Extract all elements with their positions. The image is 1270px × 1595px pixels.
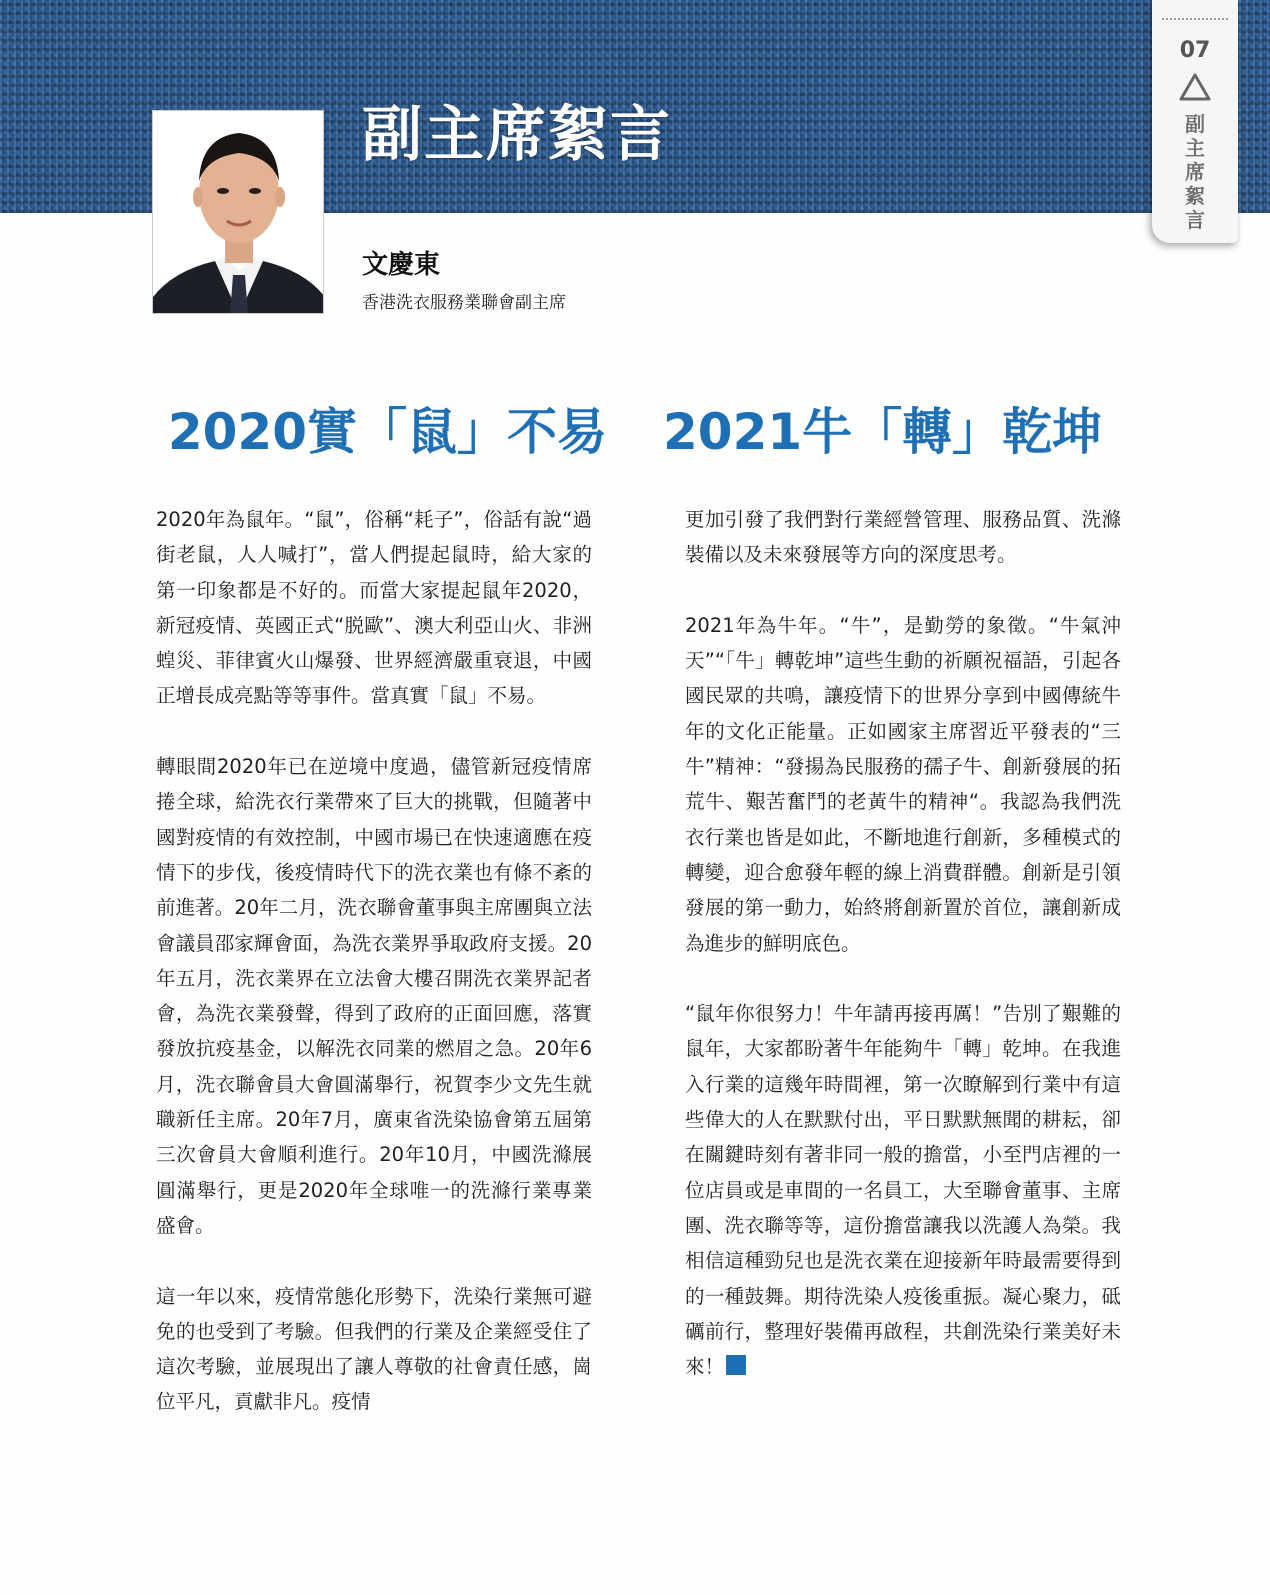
final-paragraph-text: “鼠年你很努力！牛年請再接再厲！”告別了艱難的鼠年，大家都盼著牛年能夠牛「轉」乾坤。在我進入行業的這幾年時間裡，第一次瞭解到行業中有這些偉大的人在默默付出，平日默默無聞的耕耘，卻在關鍵時刻有著非同一般的擔當，小至門店裡的一位店員或是車間的一名員工，大至聯會董事、主席團、洗衣聯等等，這份擔當讓我以洗護人為榮。我相信這種勁兒也是洗衣業在迎接新年時最需要得到的一種鼓舞。期待洗染人疫後重振。凝心聚力，砥礪前行，整理好裝備再啟程，共創洗染行業美好未來！ <box>685 1002 1121 1379</box>
section-title: 副主席絮言 <box>362 100 672 170</box>
author-title: 香港洗衣服務業聯會副主席 <box>362 293 566 313</box>
end-mark-icon <box>726 1355 746 1375</box>
page-tab <box>1152 0 1238 243</box>
body-paragraph: 2021年為牛年。“牛”，是勤勞的象徵。“牛氣沖天”“「牛」轉乾坤”這些生動的祈願祝福語，引起各國民眾的共鳴，讓疫情下的世界分享到中國傳統牛年的文化正能量。正如國家主席習近平發表的“三牛”精神：“發揚為民服務的孺子牛、創新發展的拓荒牛、艱苦奮鬥的老黃牛的精神“。我認為我們洗衣行業也皆是如此，不斷地進行創新，多種模式的轉變，迎合愈發年輕的線上消費群體。創新是引領發展的第一動力，始終將創新置於首位，讓創新成為進步的鮮明底色。 <box>685 613 1121 955</box>
author-name: 文慶東 <box>362 250 441 280</box>
headline-part-1: 2020實「鼠」不易 <box>167 403 607 461</box>
body-paragraph: 更加引發了我們對行業經營管理、服務品質、洗滌裝備以及未來發展等方向的深度思考。 <box>685 508 1121 567</box>
body-paragraph-final <box>685 996 1121 1384</box>
article-column-right <box>685 502 1121 1420</box>
triangle-outline-icon <box>1178 72 1212 102</box>
section-tab-label: 副主席絮言 <box>1185 112 1205 232</box>
body-paragraph: 這一年以來，疫情常態化形勢下，洗染行業無可避免的也受到了考驗。但我們的行業及企業經受住了這次考驗，並展現出了讓人尊敬的社會責任感，崗位平凡，貢獻非凡。疫情 <box>156 1284 592 1414</box>
tab-stitch-line <box>1162 18 1228 20</box>
portrait-photo-icon <box>153 111 324 314</box>
headline-part-2: 2021牛「轉」乾坤 <box>663 403 1103 461</box>
body-paragraph: 轉眼間2020年已在逆境中度過，儘管新冠疫情席捲全球，給洗衣行業帶來了巨大的挑戰，但隨著中國對疫情的有效控制，中國市場已在快速適應在疫情下的步伐，後疫情時代下的洗衣業也有條不紊的前進著。20年二月，洗衣聯會董事與主席團與立法會議員邵家輝會面，為洗衣業界爭取政府支援。20年五月，洗衣業界在立法會大樓召開洗衣業界記者會，為洗衣業發聲，得到了政府的正面回應，落實發放抗疫基金，以解洗衣同業的燃眉之急。20年6月，洗衣聯會員大會圓滿舉行，祝賀李少文先生就職新任主席。20年7月，廣東省洗染協會第五屆第三次會員大會順利進行。20年10月，中國洗滌展圓滿舉行，更是2020年全球唯一的洗滌行業專業盛會。 <box>156 755 592 1237</box>
article-column-left <box>156 502 592 1455</box>
page-number: 07 <box>1179 38 1211 63</box>
body-paragraph: 2020年為鼠年。“鼠”，俗稱“耗子”，俗話有說“過街老鼠，人人喊打”，當人們提起鼠時，給大家的第一印象都是不好的。而當大家提起鼠年2020，新冠疫情、英國正式“脱歐”、澳大利亞山火、非洲蝗災、菲律賓火山爆發、世界經濟嚴重衰退，中國正增長成亮點等等事件。當真實「鼠」不易。 <box>156 508 592 708</box>
author-portrait <box>152 110 324 314</box>
article-headline <box>0 400 1270 464</box>
